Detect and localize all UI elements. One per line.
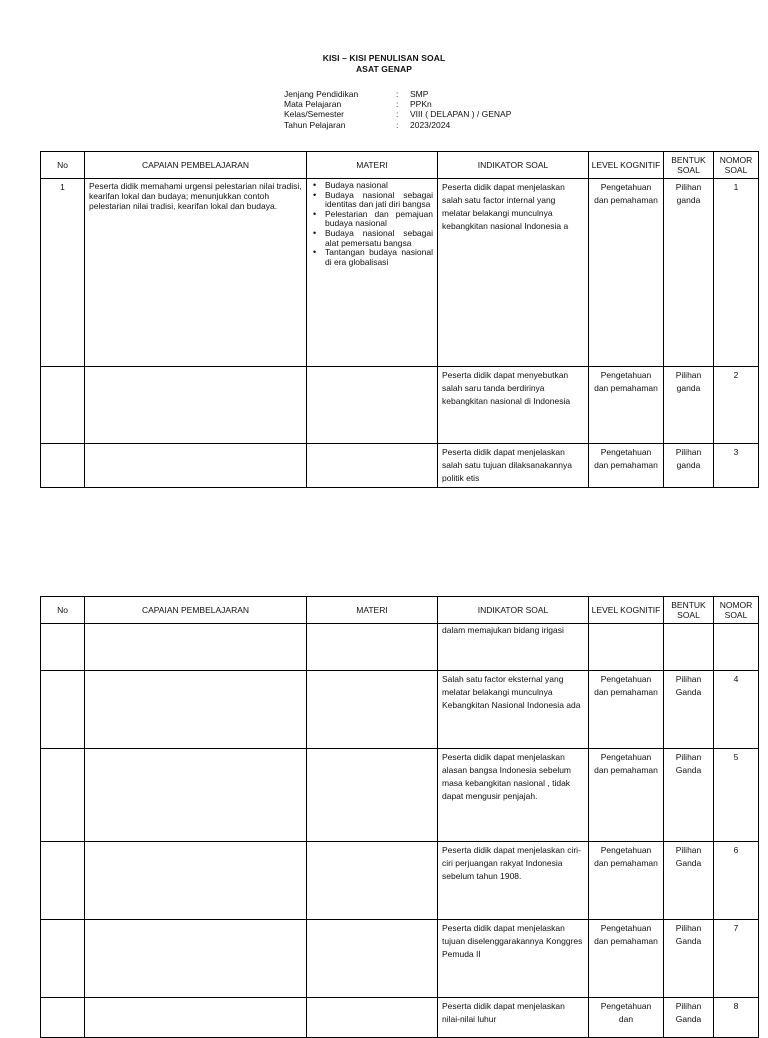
table-row xyxy=(41,367,759,444)
col-header-bentuk: BENTUK SOAL xyxy=(664,597,714,624)
cell-level: Pengetahuan dan pemahaman xyxy=(589,179,664,367)
cell-materi xyxy=(307,998,438,1038)
info-colon: : xyxy=(396,109,399,120)
list-item: • Tantangan budaya nasional di era globalisasi xyxy=(325,248,433,267)
cell-no xyxy=(41,749,85,842)
cell-level: Pengetahuan dan pemahaman xyxy=(589,842,664,920)
cell-nomor: 3 xyxy=(714,444,759,488)
cell-nomor xyxy=(714,624,759,671)
cell-no xyxy=(41,671,85,749)
cell-no xyxy=(41,842,85,920)
cell-bentuk: Pilihan Ganda xyxy=(664,842,714,920)
table-row xyxy=(41,998,759,1038)
cell-nomor: 2 xyxy=(714,367,759,444)
table-header-row xyxy=(41,152,759,179)
col-header-cp: CAPAIAN PEMBELAJARAN xyxy=(85,152,307,179)
cell-materi xyxy=(307,179,438,367)
cell-indikator: Peserta didik dapat menjelaskan salah satu factor internal yang melatar belakangi munculnya kebangkitan nasional Indonesia a xyxy=(438,179,589,367)
col-header-no: No xyxy=(41,152,85,179)
col-header-indikator: INDIKATOR SOAL xyxy=(438,152,589,179)
cell-indikator: Peserta didik dapat menyebutkan salah saru tanda berdirinya kebangkitan nasional di Indonesia xyxy=(438,367,589,444)
cell-level xyxy=(589,624,664,671)
materi-list xyxy=(311,181,433,267)
col-header-nomor: NOMOR SOAL xyxy=(714,152,759,179)
cell-cp xyxy=(85,367,307,444)
cell-cp xyxy=(85,920,307,998)
info-label: Jenjang Pendidikan xyxy=(284,89,359,99)
cell-materi xyxy=(307,367,438,444)
cell-bentuk: Pilihan ganda xyxy=(664,444,714,488)
cell-indikator: dalam memajukan bidang irigasi xyxy=(438,624,589,671)
cell-indikator: Salah satu factor eksternal yang melatar belakangi munculnya Kebangkitan Nasional Indonesia ada xyxy=(438,671,589,749)
col-header-materi: MATERI xyxy=(307,152,438,179)
info-value: SMP xyxy=(410,89,429,99)
cell-materi xyxy=(307,624,438,671)
cell-level: Pengetahuan dan pemahaman xyxy=(589,367,664,444)
cell-indikator: Peserta didik dapat menjelaskan tujuan diselenggarakannya Konggres Pemuda II xyxy=(438,920,589,998)
col-header-nomor: NOMOR SOAL xyxy=(714,597,759,624)
cell-cp xyxy=(85,624,307,671)
kisi-table-2 xyxy=(40,596,759,1038)
document-title: KISI – KISI PENULISAN SOAL xyxy=(322,53,446,63)
cell-level: Pengetahuan dan pemahaman xyxy=(589,920,664,998)
list-item: • Budaya nasional xyxy=(325,181,433,191)
cell-materi xyxy=(307,671,438,749)
cell-level: Pengetahuan dan pemahaman xyxy=(589,671,664,749)
table-row xyxy=(41,842,759,920)
cell-level: Pengetahuan dan pemahaman xyxy=(589,444,664,488)
table-row xyxy=(41,749,759,842)
table-row xyxy=(41,624,759,671)
info-label: Tahun Pelajaran xyxy=(284,119,346,130)
cell-cp: Peserta didik memahami urgensi pelestarian nilai tradisi, kearifan lokal dan budaya; menunjukkan contoh pelestarian nilai tradisi, kearifan lokal dan budaya. xyxy=(85,179,307,367)
col-header-level: LEVEL KOGNITIF xyxy=(589,597,664,624)
cell-materi xyxy=(307,842,438,920)
cell-bentuk: Pilihan Ganda xyxy=(664,671,714,749)
col-header-materi: MATERI xyxy=(307,597,438,624)
document-subtitle: ASAT GENAP xyxy=(355,64,413,74)
cell-bentuk: Pilihan ganda xyxy=(664,179,714,367)
info-value: VIII ( DELAPAN ) / GENAP xyxy=(410,109,512,120)
cell-nomor: 1 xyxy=(714,179,759,367)
info-colon: : xyxy=(396,89,399,99)
cell-no xyxy=(41,998,85,1038)
cell-materi xyxy=(307,444,438,488)
list-item: • Budaya nasional sebagai identitas dan jati diri bangsa xyxy=(325,191,433,210)
table-row xyxy=(41,920,759,998)
cell-cp xyxy=(85,444,307,488)
cell-cp xyxy=(85,998,307,1038)
col-header-level: LEVEL KOGNITIF xyxy=(589,152,664,179)
cell-nomor: 7 xyxy=(714,920,759,998)
info-row-kelas xyxy=(284,109,511,119)
table-row xyxy=(41,671,759,749)
table-row xyxy=(41,444,759,488)
table-header-row xyxy=(41,597,759,624)
cell-no xyxy=(41,444,85,488)
cell-bentuk xyxy=(664,624,714,671)
info-block xyxy=(284,89,511,130)
cell-indikator: Peserta didik dapat menjelaskan nilai-nilai luhur xyxy=(438,998,589,1038)
cell-nomor: 8 xyxy=(714,998,759,1038)
col-header-indikator: INDIKATOR SOAL xyxy=(438,597,589,624)
cell-no: 1 xyxy=(41,179,85,367)
info-label: Mata Pelajaran xyxy=(284,99,342,110)
cell-bentuk: Pilihan Ganda xyxy=(664,749,714,842)
info-row-tahun xyxy=(284,120,511,130)
cell-cp xyxy=(85,749,307,842)
cell-indikator: Peserta didik dapat menjelaskan salah satu tujuan dilaksanakannya politik etis xyxy=(438,444,589,488)
cell-nomor: 5 xyxy=(714,749,759,842)
info-value: 2023/2024 xyxy=(410,119,451,130)
cell-bentuk: Pilihan Ganda xyxy=(664,920,714,998)
info-label: Kelas/Semester xyxy=(284,109,344,120)
col-header-bentuk: BENTUK SOAL xyxy=(664,152,714,179)
cell-indikator: Peserta didik dapat menjelaskan alasan bangsa Indonesia sebelum masa kebangkitan nasional , tidak dapat mengusir penjajah. xyxy=(438,749,589,842)
cell-cp xyxy=(85,842,307,920)
cell-cp xyxy=(85,671,307,749)
cell-indikator: Peserta didik dapat menjelaskan ciri-ciri perjuangan rakyat Indonesia sebelum tahun 1908. xyxy=(438,842,589,920)
cell-nomor: 6 xyxy=(714,842,759,920)
cell-bentuk: Pilihan Ganda xyxy=(664,998,714,1038)
cell-nomor: 4 xyxy=(714,671,759,749)
cell-no xyxy=(41,624,85,671)
info-row-mapel xyxy=(284,99,511,109)
info-row-jenjang xyxy=(284,89,511,99)
col-header-no: No xyxy=(41,597,85,624)
cell-materi xyxy=(307,920,438,998)
kisi-table-1 xyxy=(40,151,759,488)
list-item: • Pelestarian dan pemajuan budaya nasional xyxy=(325,210,433,229)
cell-level: Pengetahuan dan xyxy=(589,998,664,1038)
col-header-cp: CAPAIAN PEMBELAJARAN xyxy=(85,597,307,624)
cell-materi xyxy=(307,749,438,842)
info-colon: : xyxy=(396,119,399,130)
info-colon: : xyxy=(396,99,399,110)
info-value: PPKn xyxy=(410,99,432,110)
cell-bentuk: Pilihan ganda xyxy=(664,367,714,444)
cell-no xyxy=(41,367,85,444)
cell-level: Pengetahuan dan pemahaman xyxy=(589,749,664,842)
table-row xyxy=(41,179,759,367)
list-item: • Budaya nasional sebagai alat pemersatu bangsa xyxy=(325,229,433,248)
cell-no xyxy=(41,920,85,998)
